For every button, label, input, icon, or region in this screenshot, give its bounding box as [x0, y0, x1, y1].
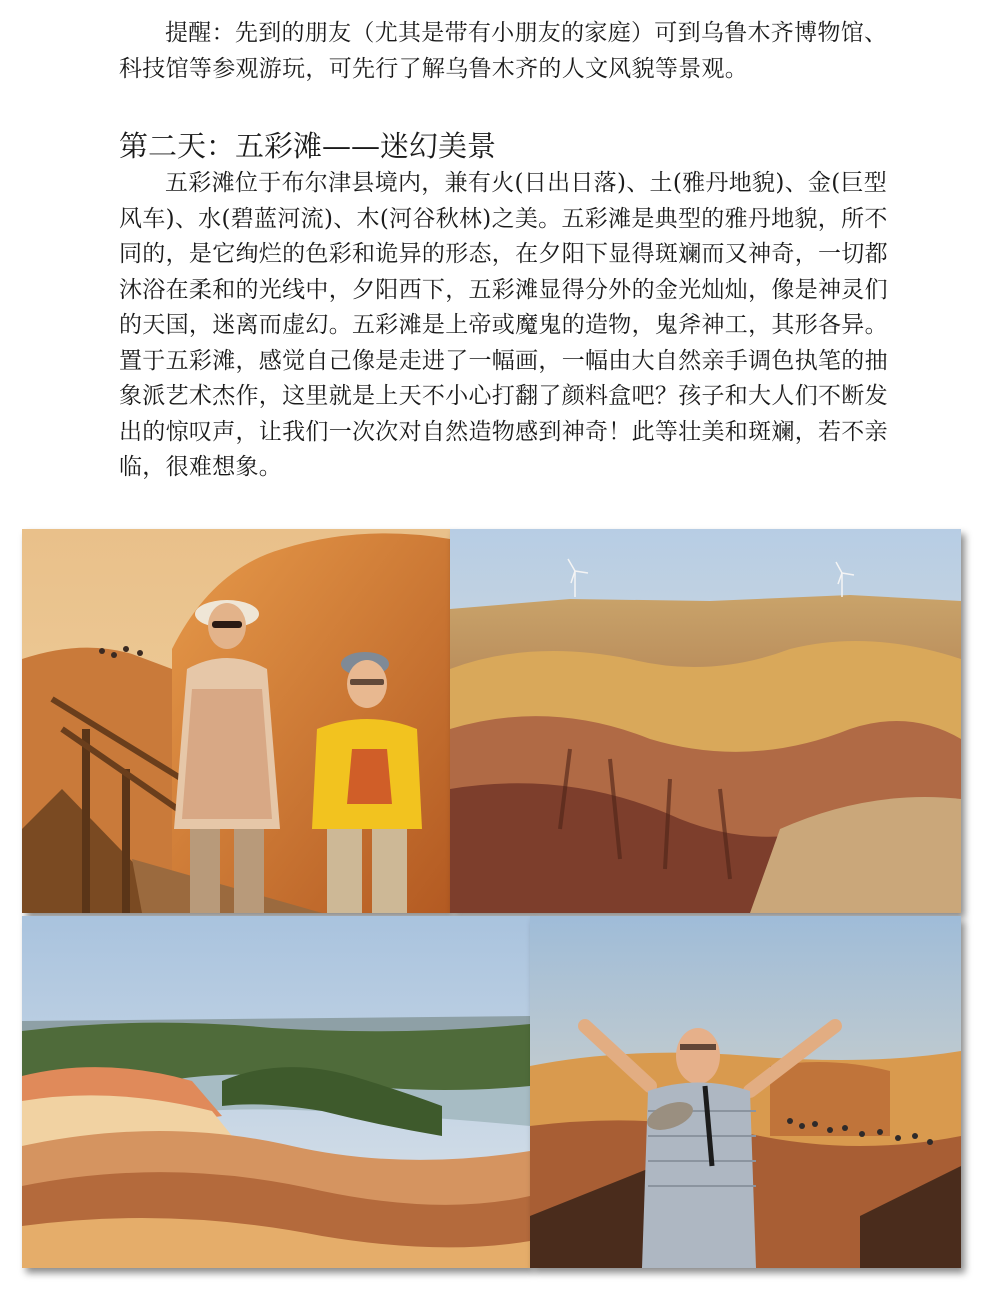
yardang-badlands-photo — [450, 529, 961, 913]
reminder-paragraph: 提醒：先到的朋友（尤其是带有小朋友的家庭）可到乌鲁木齐博物馆、科技馆等参观游玩，可先行了解乌鲁木齐的人文风貌等景观。 — [119, 20, 888, 82]
river-valley-photo — [22, 916, 530, 1268]
mother-son-boardwalk-photo — [22, 529, 450, 913]
man-waving-photo — [530, 916, 961, 1268]
description-paragraph: 五彩滩位于布尔津县境内，兼有火(日出日落)、土(雅丹地貌)、金(巨型风车)、水(碧蓝河流)、木(河谷秋林)之美。五彩滩是典型的雅丹地貌，所不同的，是它绚烂的色彩和诡异的形态，在夕阳下显得斑斓而又神奇，一切都沐浴在柔和的光线中，夕阳西下，五彩滩显得分外的金光灿灿，像是神灵们的天国，迷离而虚幻。五彩滩是上帝或魔鬼的造物，鬼斧神工，其形各异。置于五彩滩，感觉自己像是走进了一幅画，一幅由大自然亲手调色执笔的抽象派艺术杰作，这里就是上天不小心打翻了颜料盒吧？孩子和大人们不断发出的惊叹声，让我们一次次对自然造物感到神奇！此等壮美和斑斓，若不亲临，很难想象。 — [119, 170, 888, 480]
day-title: 第二天：五彩滩——迷幻美景 — [119, 129, 497, 163]
